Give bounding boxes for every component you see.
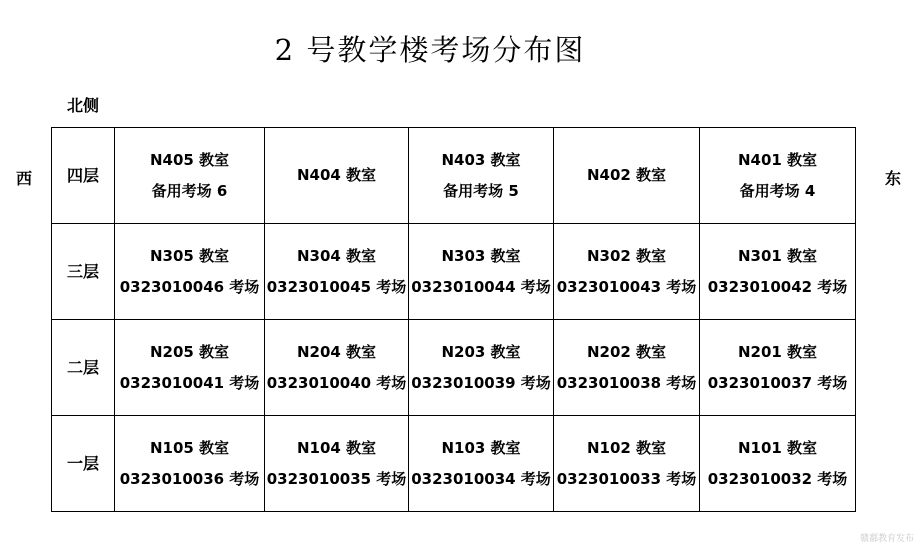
watermark-text: 赣鄱教育发布 xyxy=(859,534,914,544)
room-note: 0323010035 考场 xyxy=(266,469,407,488)
room-cell xyxy=(115,128,265,224)
room-cell xyxy=(115,416,265,512)
room-cell xyxy=(409,224,554,320)
room-name: N301 教室 xyxy=(737,246,818,265)
room-name: N304 教室 xyxy=(296,246,377,265)
room-note: 0323010040 考场 xyxy=(266,373,407,392)
room-name: N401 教室 xyxy=(737,150,818,169)
room-name: N102 教室 xyxy=(586,438,667,457)
table-row xyxy=(52,224,856,320)
room-name: N302 教室 xyxy=(586,246,667,265)
room-name: N202 教室 xyxy=(586,342,667,361)
room-name: N205 教室 xyxy=(149,342,230,361)
table-row xyxy=(52,320,856,416)
room-name: N404 教室 xyxy=(296,166,377,184)
room-name: N403 教室 xyxy=(441,150,521,169)
east-side-label: 东 xyxy=(885,169,902,188)
room-name: N305 教室 xyxy=(149,246,230,265)
room-note: 0323010038 考场 xyxy=(556,373,697,392)
room-note: 0323010045 考场 xyxy=(266,277,407,296)
room-name: N405 教室 xyxy=(149,150,230,169)
room-note: 0323010042 考场 xyxy=(707,277,848,296)
room-note: 0323010044 考场 xyxy=(411,277,551,296)
room-cell xyxy=(409,128,554,224)
room-cell xyxy=(265,128,409,224)
floor-label: 一层 xyxy=(52,416,115,512)
room-cell xyxy=(700,320,856,416)
north-side-label: 北侧 xyxy=(67,96,100,115)
room-note: 0323010032 考场 xyxy=(707,469,848,488)
room-name: N104 教室 xyxy=(296,438,377,457)
room-name: N103 教室 xyxy=(441,438,521,457)
room-name: N402 教室 xyxy=(586,166,667,184)
room-note: 0323010037 考场 xyxy=(707,373,848,392)
room-note: 备用考场 6 xyxy=(151,181,228,200)
room-cell xyxy=(554,320,700,416)
room-name: N201 教室 xyxy=(737,342,818,361)
page-title: 2 号教学楼考场分布图 xyxy=(274,33,586,67)
room-name: N203 教室 xyxy=(441,342,521,361)
room-cell xyxy=(554,224,700,320)
room-cell xyxy=(409,320,554,416)
room-cell xyxy=(700,224,856,320)
floor-label: 三层 xyxy=(52,224,115,320)
room-cell xyxy=(265,224,409,320)
room-note: 0323010043 考场 xyxy=(556,277,697,296)
room-cell xyxy=(115,320,265,416)
room-note: 0323010046 考场 xyxy=(119,277,260,296)
room-name: N204 教室 xyxy=(296,342,377,361)
room-cell xyxy=(409,416,554,512)
table-row xyxy=(52,128,856,224)
room-name: N303 教室 xyxy=(441,246,521,265)
room-note: 备用考场 4 xyxy=(739,181,816,200)
exam-room-table xyxy=(51,127,856,512)
room-cell xyxy=(554,416,700,512)
west-side-label: 西 xyxy=(16,169,33,188)
floor-label: 二层 xyxy=(52,320,115,416)
floor-label: 四层 xyxy=(52,128,115,224)
room-cell xyxy=(700,416,856,512)
room-note: 0323010034 考场 xyxy=(411,469,551,488)
room-note: 备用考场 5 xyxy=(443,181,519,200)
room-note: 0323010036 考场 xyxy=(119,469,260,488)
room-cell xyxy=(265,416,409,512)
room-cell xyxy=(265,320,409,416)
room-name: N105 教室 xyxy=(149,438,230,457)
room-name: N101 教室 xyxy=(737,438,818,457)
room-note: 0323010033 考场 xyxy=(556,469,697,488)
room-cell xyxy=(700,128,856,224)
room-note: 0323010041 考场 xyxy=(119,373,260,392)
table-row xyxy=(52,416,856,512)
room-cell xyxy=(554,128,700,224)
room-cell xyxy=(115,224,265,320)
room-note: 0323010039 考场 xyxy=(411,373,551,392)
